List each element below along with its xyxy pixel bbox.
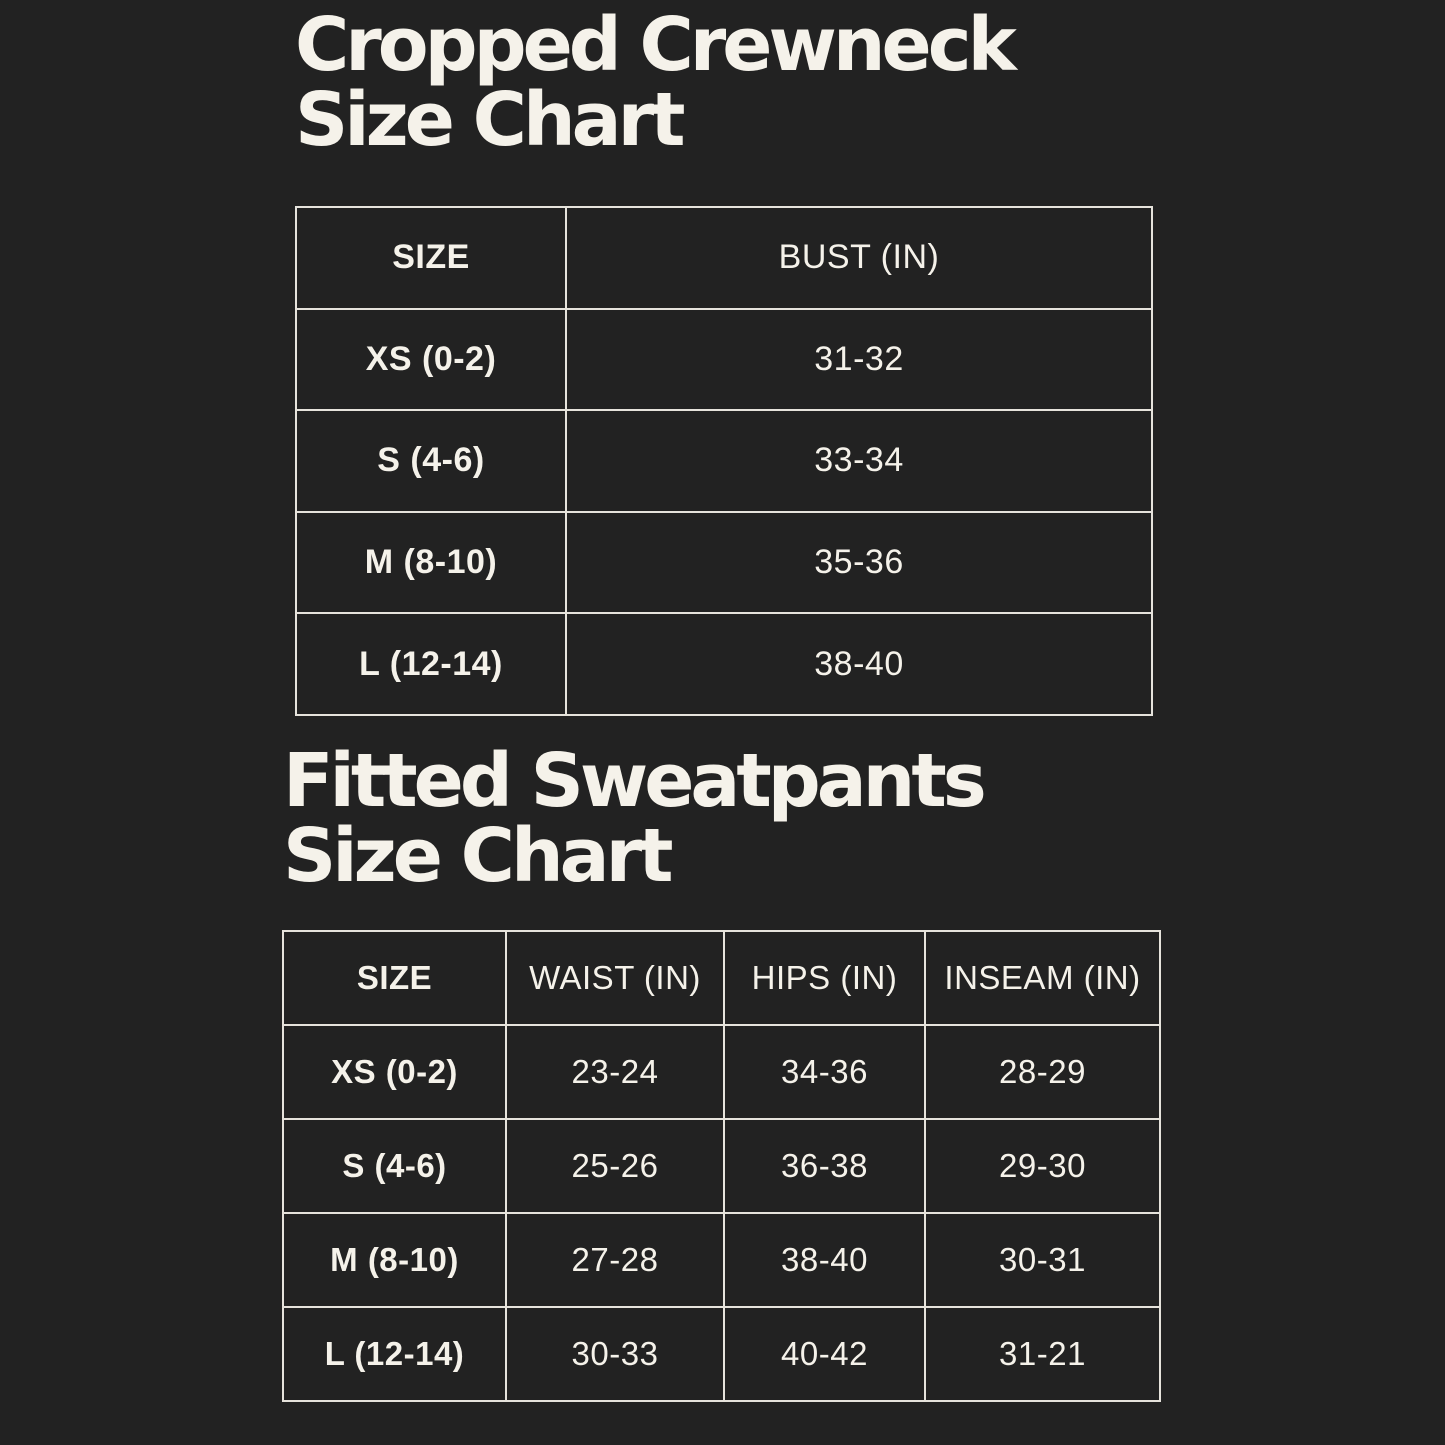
table-row xyxy=(296,613,1152,715)
table-row xyxy=(296,410,1152,512)
size-cell: L (12-14) xyxy=(283,1307,506,1401)
waist-cell: 25-26 xyxy=(506,1119,724,1213)
size-cell: XS (0-2) xyxy=(283,1025,506,1119)
crewneck-title-line2: Size Chart xyxy=(295,77,682,163)
sweatpants-title xyxy=(283,738,983,899)
bust-cell: 31-32 xyxy=(566,309,1152,411)
hips-cell: 38-40 xyxy=(724,1213,925,1307)
crewneck-title xyxy=(295,2,1013,163)
sweatpants-title-line2: Size Chart xyxy=(283,813,670,899)
hips-cell: 34-36 xyxy=(724,1025,925,1119)
bust-cell: 38-40 xyxy=(566,613,1152,715)
waist-cell: 23-24 xyxy=(506,1025,724,1119)
inseam-cell: 31-21 xyxy=(925,1307,1160,1401)
sweatpants-title-line1: Fitted Sweatpants xyxy=(283,738,983,824)
bust-header: BUST (IN) xyxy=(566,207,1152,309)
table-header-row xyxy=(296,207,1152,309)
inseam-cell: 29-30 xyxy=(925,1119,1160,1213)
waist-cell: 30-33 xyxy=(506,1307,724,1401)
sweatpants-size-table xyxy=(282,930,1161,1402)
inseam-cell: 28-29 xyxy=(925,1025,1160,1119)
inseam-header: INSEAM (IN) xyxy=(925,931,1160,1025)
table-row xyxy=(283,1025,1160,1119)
size-cell: S (4-6) xyxy=(296,410,566,512)
table-row xyxy=(283,1307,1160,1401)
bust-cell: 33-34 xyxy=(566,410,1152,512)
size-cell: M (8-10) xyxy=(296,512,566,614)
table-row xyxy=(296,512,1152,614)
size-cell: L (12-14) xyxy=(296,613,566,715)
size-header: SIZE xyxy=(283,931,506,1025)
crewneck-title-line1: Cropped Crewneck xyxy=(295,2,1013,88)
size-header: SIZE xyxy=(296,207,566,309)
waist-header: WAIST (IN) xyxy=(506,931,724,1025)
table-row xyxy=(283,1213,1160,1307)
table-row xyxy=(296,309,1152,411)
hips-cell: 40-42 xyxy=(724,1307,925,1401)
hips-cell: 36-38 xyxy=(724,1119,925,1213)
hips-header: HIPS (IN) xyxy=(724,931,925,1025)
size-cell: XS (0-2) xyxy=(296,309,566,411)
table-header-row xyxy=(283,931,1160,1025)
size-cell: M (8-10) xyxy=(283,1213,506,1307)
size-cell: S (4-6) xyxy=(283,1119,506,1213)
inseam-cell: 30-31 xyxy=(925,1213,1160,1307)
table-row xyxy=(283,1119,1160,1213)
waist-cell: 27-28 xyxy=(506,1213,724,1307)
bust-cell: 35-36 xyxy=(566,512,1152,614)
crewneck-size-table xyxy=(295,206,1153,716)
